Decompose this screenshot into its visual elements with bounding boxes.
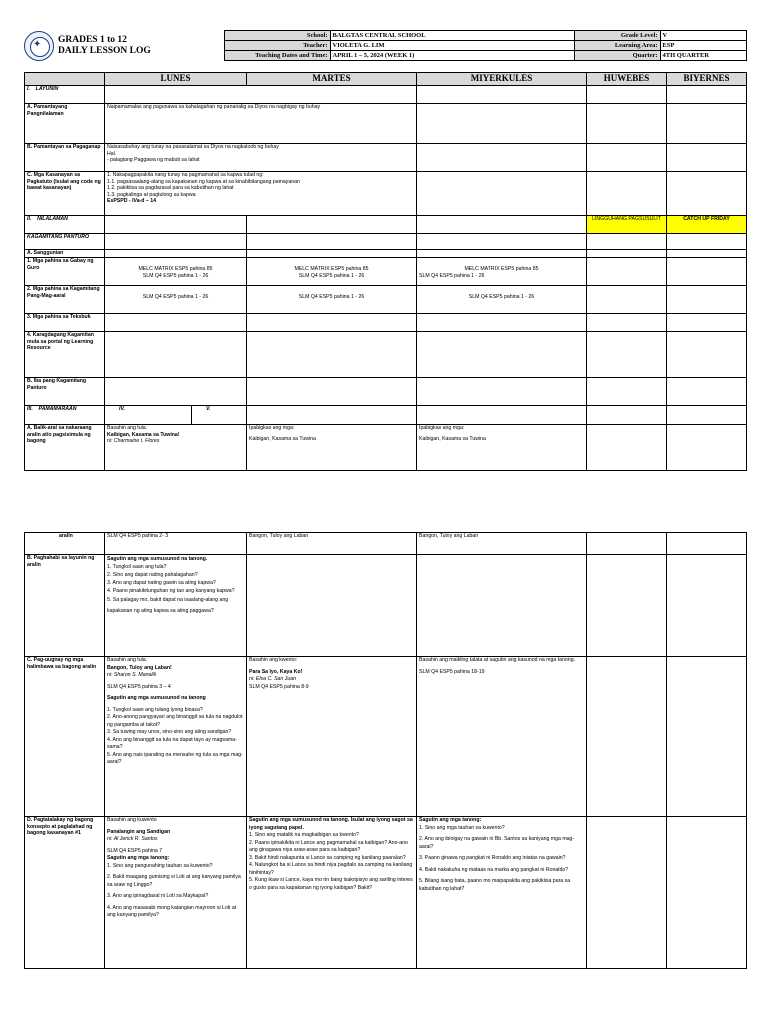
reference: SLM Q4 ESP5 pahina 3 – 4: [107, 683, 171, 690]
row-num: 1.: [27, 258, 32, 264]
text-line: Basahin ang kwento:: [249, 657, 298, 663]
row-label: 4. Karagdagang Kagamitan mula sa portal ng Learning Resource: [25, 332, 105, 378]
text-line: Basahin ang tula.: [107, 657, 148, 663]
quarter-value: 4TH QUARTER: [660, 51, 746, 61]
question: 1. Sino ang mga tauhan sa kuwento?: [419, 824, 505, 831]
row-pag-uugnay: [25, 657, 747, 817]
row-label: 3. Mga pahina sa Teksbuk: [25, 314, 105, 332]
cell-wed-aralin: Bangon, Tuloy ang Laban: [417, 533, 587, 555]
day-header-martes: MARTES: [247, 73, 417, 86]
cell-tue-pagtatalakay: [247, 817, 417, 969]
text-line: Ipabigkas ang mga:: [249, 425, 295, 431]
cell-mon-balik-aral: [105, 425, 247, 471]
question: 3. Sa tuwing may unos, sino-sino ang ating sandigan?: [107, 729, 232, 735]
teacher-label: Teacher:: [224, 41, 330, 51]
corner-cell: [25, 73, 105, 86]
header: [24, 30, 746, 61]
poem-title: Bangon, Tuloy ang Laban!: [107, 664, 172, 671]
row-num: B.: [27, 555, 33, 561]
question-heading: Sagutin ang mga sumusunod na tanong: [107, 695, 206, 701]
day-header-huwebes: HUWEBES: [587, 73, 667, 86]
cell-pagganap-text: [105, 144, 417, 172]
question: 5. Sa palagay mo, bakit dapat na isaalang-alang ang kapakanan ng ating kapwa sa ating paggawa?: [107, 597, 229, 614]
text-line: MELC MATRIX ESP5 pahina 85: [464, 266, 539, 272]
question: 2. Ano-anong pangyayari ang binanggit sa tula na nagdulot ng pangamba at takot?: [107, 714, 243, 728]
question: 5. Ano ang nais iparating na mensahe ng tula sa mga mag-aaral?: [107, 751, 243, 765]
row-label: aralin: [25, 533, 105, 555]
row-num: D.: [27, 817, 33, 823]
text-line: 1.1. pagsasaalang-alang sa kapakanan ng kapwa at sa kinabibilangang pamayanan: [107, 178, 300, 185]
row-num: I.: [27, 86, 30, 92]
day-header-miyerkules: MIYERKULES: [417, 73, 587, 86]
row-num: B.: [27, 378, 33, 384]
section-iv-label: IV.: [105, 406, 192, 424]
row-label: KAGAMITANG PANTURO: [25, 234, 105, 250]
row-pagtatalakay: [25, 817, 747, 969]
poem-title: Kaibigan, Kasama sa Tuwina!: [107, 431, 180, 438]
cell-lingguhang-pagsusulit: LINGGUHANG PAGSUSULIT: [587, 216, 667, 234]
text-line: Hal.: [107, 150, 117, 157]
reference: SLM Q4 ESP5 pahina 18-19: [419, 668, 485, 675]
row-aralin: [25, 533, 747, 555]
row-num: III.: [27, 406, 33, 412]
cell-tue-pag-uugnay: [247, 657, 417, 817]
learning-area-value: ESP: [660, 41, 746, 51]
row-label: Pamantayang Pangnilalaman: [27, 104, 68, 117]
row-sanggunian: [25, 250, 747, 258]
cell-wed-balik-aral: [417, 425, 587, 471]
section-v-label: V.: [206, 406, 211, 412]
text-line: SLM Q4 ESP5 pahina 1 - 26: [419, 272, 485, 279]
dates-label: Teaching Dates and Time:: [224, 51, 330, 61]
text-line: 1.2. pakikiisa sa pagdarasal para sa kabutihan ng lahat: [107, 185, 234, 191]
question: 5. Kung ikaw si Lance, kaya mo rin bang isakripisyo ang sariling interes o gusto para sa kapakanan ng iyong kaibigan? Bakit?: [249, 877, 413, 891]
author: ni: Charmaine I. Flores: [107, 438, 160, 444]
row-label: Mga Kasanayan sa Pagkatuto (Isulat ang code ng bawat kasanayan): [27, 172, 101, 191]
dates-value: APRIL 1 – 5, 2024 (WEEK 1): [330, 51, 574, 61]
row-pamamaraan: [25, 406, 747, 425]
question: 4. Paano pinakikitunguhan ng tao ang kanyang kapwa?: [107, 588, 235, 594]
row-layunin: [25, 86, 747, 104]
text-line: Basahin ang tula.: [107, 425, 148, 431]
question: 3. Ano ang dapat nating gawin sa ating kapwa?: [107, 580, 216, 586]
text-line: SLM Q4 ESP5 pahina 1 - 26: [298, 272, 365, 279]
cell-tue-balik-aral: [247, 425, 417, 471]
row-balik-aral: [25, 425, 747, 471]
row-paghahabi: [25, 555, 747, 657]
row-nilalaman: [25, 216, 747, 234]
row-num: A.: [27, 250, 33, 256]
row-label: Iba pang Kagamitang Panturo: [27, 378, 87, 391]
cell-wed-kagamitan: SLM Q4 ESP5 pahina 1 - 26: [417, 286, 587, 314]
question: 2. Sino ang dapat nating pahalagahan?: [107, 572, 198, 578]
cell-mon-pag-uugnay: [105, 657, 247, 817]
row-num: B.: [27, 144, 33, 150]
row-kagamitang-panturo: [25, 234, 747, 250]
question: 1. Tungkol saan ang tula?: [107, 564, 167, 570]
row-iba-pang-kagamitan: [25, 378, 747, 406]
row-num: II.: [27, 216, 32, 222]
author: ni: Sharon S. Manalili: [107, 672, 157, 678]
cell-wed-gabay: [417, 258, 587, 286]
row-label: Pamantayan sa Pagaganap: [33, 144, 101, 150]
row-num: A.: [27, 104, 33, 110]
cell-mon-pagtatalakay: [105, 817, 247, 969]
row-pamantayang-pangnilalaman: [25, 104, 747, 144]
story-title: Panalangin ang Sandigan: [107, 828, 171, 835]
row-label: Mga pahina sa Gabay ng Guro: [27, 258, 94, 271]
cell-mon-kagamitan: SLM Q4 ESP5 pahina 1 - 26: [105, 286, 247, 314]
question: 3. Bakit hindi nakapunta si Lance sa camping ng kanilang paaralan?: [249, 854, 406, 861]
question: 3. Ano ang ipinagdasal ni Loti sa Maykapal?: [107, 893, 209, 899]
cell-tue-kagamitan: SLM Q4 ESP5 pahina 1 - 26: [247, 286, 417, 314]
question: 1. Sino ang matalik na magkaibigan sa kwento?: [249, 832, 359, 838]
cell-mon-aralin: SLM Q4 ESP5 pahina 2- 3: [105, 533, 247, 555]
competency-code: EsPSPD - IVa-d – 14: [107, 198, 157, 204]
question-heading: Sagutin ang mga sumusunod na tanong. Isulat ang iyong sagot sa iyong sagutang papel.: [249, 817, 413, 831]
row-label: Balik-aral sa nakaraang aralin at/o pagsisimula ng bagong: [27, 425, 92, 444]
deped-seal-icon: ✦: [24, 31, 54, 61]
row-label: Pag-uugnay ng mga halimbawa sa bagong aralin: [27, 657, 97, 670]
cell-catch-up-friday: CATCH UP FRIDAY: [667, 216, 747, 234]
log-title-line2: DAILY LESSON LOG: [58, 45, 151, 56]
row-label: Sanggunian: [33, 250, 64, 256]
text-line: - palagiang Paggawa ng mabuti sa lahat: [107, 157, 200, 163]
text-line: 1. Nakapagpapakita nang tunay na pagmamahal sa kapwa tulad ng:: [107, 172, 264, 178]
question: 3. Paano ginawa ng pangkat ni Ronaldo ang iniatas na gawain?: [419, 855, 566, 861]
question: 4. Ano ang binanggit sa tula na dapat tayo ay magsama-sama?: [107, 736, 237, 750]
question-heading: Sagutin ang mga tanong:: [107, 855, 170, 861]
cell-tue-aralin: Bangon, Tuloy ang Laban: [247, 533, 417, 555]
question: 2. Bakit maagang gumising si Loti at ang kanyang pamilya sa araw ng Linggo?: [107, 874, 241, 888]
text-line: Ipabigkas ang mga:: [419, 425, 465, 431]
school-value: BALGTAS CENTRAL SCHOOL: [330, 31, 574, 41]
question-heading: Sagutin ang mga sumusunod na tanong.: [107, 556, 208, 562]
grade-level-label: Grade Level:: [574, 31, 660, 41]
text-line: 1.3. pagkalinga at pagtulong sa kapwa: [107, 191, 196, 198]
cell-wed-pag-uugnay: [417, 657, 587, 817]
author: ni: Al Jerick R. Santos: [107, 836, 158, 842]
question: 4. Bakit nakakuha ng mataas na marka ang pangkat ni Ronaldo?: [419, 866, 569, 873]
reference: SLM Q4 ESP5 pahina 8-9: [249, 683, 309, 690]
author: ni: Elsa C. San Juan: [249, 676, 297, 682]
teacher-value: VIOLETA G. LIM: [330, 41, 574, 51]
row-label-layunin: LAYUNIN: [35, 86, 59, 92]
day-header-lunes: LUNES: [105, 73, 247, 86]
question: 4. Ano ang masasabi mong katangian mayroon si Loti at ang kanyang pamilya?: [107, 904, 237, 918]
header-logo-area: [24, 31, 224, 61]
cell-tue-gabay: [247, 258, 417, 286]
text-line: MELC MATRIX ESP5 pahina 85: [294, 266, 369, 272]
row-kagamitang-mag-aaral: [25, 286, 747, 314]
cell-mon-paghahabi: [105, 555, 247, 657]
question: 1. Sino ang pangunahing tauhan sa kuwento?: [107, 862, 213, 869]
grade-level-value: V: [660, 31, 746, 41]
cell-mon-gabay: [105, 258, 247, 286]
text-line: Kaibigan, Kasama sa Tuwina: [249, 435, 316, 442]
cell-kasanayan-text: [105, 172, 417, 216]
row-num: A.: [27, 425, 33, 431]
row-gabay-ng-guro: [25, 258, 747, 286]
text-line: Naisasabuhay ang tunay na pasasalamat sa Diyos na nagkaloob ng buhay: [107, 144, 279, 150]
lesson-log-table-page1: [24, 72, 746, 471]
learning-area-label: Learning Area:: [574, 41, 660, 51]
question: 5. Bilang isang bata, paano mo maipapakita ang pakikiisa para sa kabutihan ng lahat?: [419, 878, 571, 892]
question: 2. Ano ang ibinigay na gawain ni Bb. Santos sa kaniyang mga mag-aaral?: [419, 836, 575, 850]
lesson-log-table-page2: [24, 532, 746, 969]
question: 1. Tungkol saan ang tulang iyong binasa?: [107, 706, 203, 713]
text-line: Kaibigan, Kasama sa Tuwina: [419, 435, 486, 442]
question: 4. Nalungkot ba si Lance sa hindi niya pagdalo sa camping na kanilang hinihintay?: [249, 862, 413, 876]
text-line: SLM Q4 ESP5 pahina 1 - 26: [142, 272, 209, 279]
cell-wed-pagtatalakay: [417, 817, 587, 969]
school-label: School:: [224, 31, 330, 41]
quarter-label: Quarter:: [574, 51, 660, 61]
row-kasanayan: [25, 172, 747, 216]
row-label: NILALAMAN: [37, 216, 68, 222]
row-label: Paghahabi sa layunin ng aralin: [27, 555, 95, 568]
text-line: Basahin ang kuwento: [107, 817, 157, 823]
reference: SLM Q4 ESP5 pahina 7: [107, 847, 163, 854]
question: 2. Paano ipinakikita ni Lance ang pagmamahal sa kaibigan? Ano-ano ang ginagawa niya araw-araw para sa kaibigan?: [249, 839, 408, 853]
row-label: PAMAMARAAN: [38, 406, 77, 412]
text-line: MELC MATRIX ESP5 pahina 85: [138, 266, 213, 272]
row-pamantayan-pagganap: [25, 144, 747, 172]
row-num: C.: [27, 172, 33, 178]
cell-pamantayang-text: Naipamamalas ang pagunawa sa kahalagahan ng pananalig sa Diyos na nagbigay ng buhay: [105, 104, 417, 144]
story-title: Para Sa Iyo, Kaya Ko!: [249, 668, 303, 675]
row-num: C.: [27, 657, 33, 663]
row-karagdagang-kagamitan: [25, 332, 747, 378]
text-line: Basahin ang maikling talata at sagutin ang kasunod na mga tanong.: [419, 657, 576, 663]
row-label: Pagtatalakay ng bagong konsepto at paglalahad ng bagong kasanayan #1: [27, 817, 94, 836]
row-teksbuk: [25, 314, 747, 332]
question-heading: Sagutin ang mga tanong:: [419, 817, 482, 823]
log-title-line1: GRADES 1 to 12: [58, 34, 127, 45]
day-header-biyernes: BIYERNES: [667, 73, 747, 86]
row-label: 2. Mga pahina sa Kagamitang Pang-Mag-aaral: [25, 286, 105, 314]
